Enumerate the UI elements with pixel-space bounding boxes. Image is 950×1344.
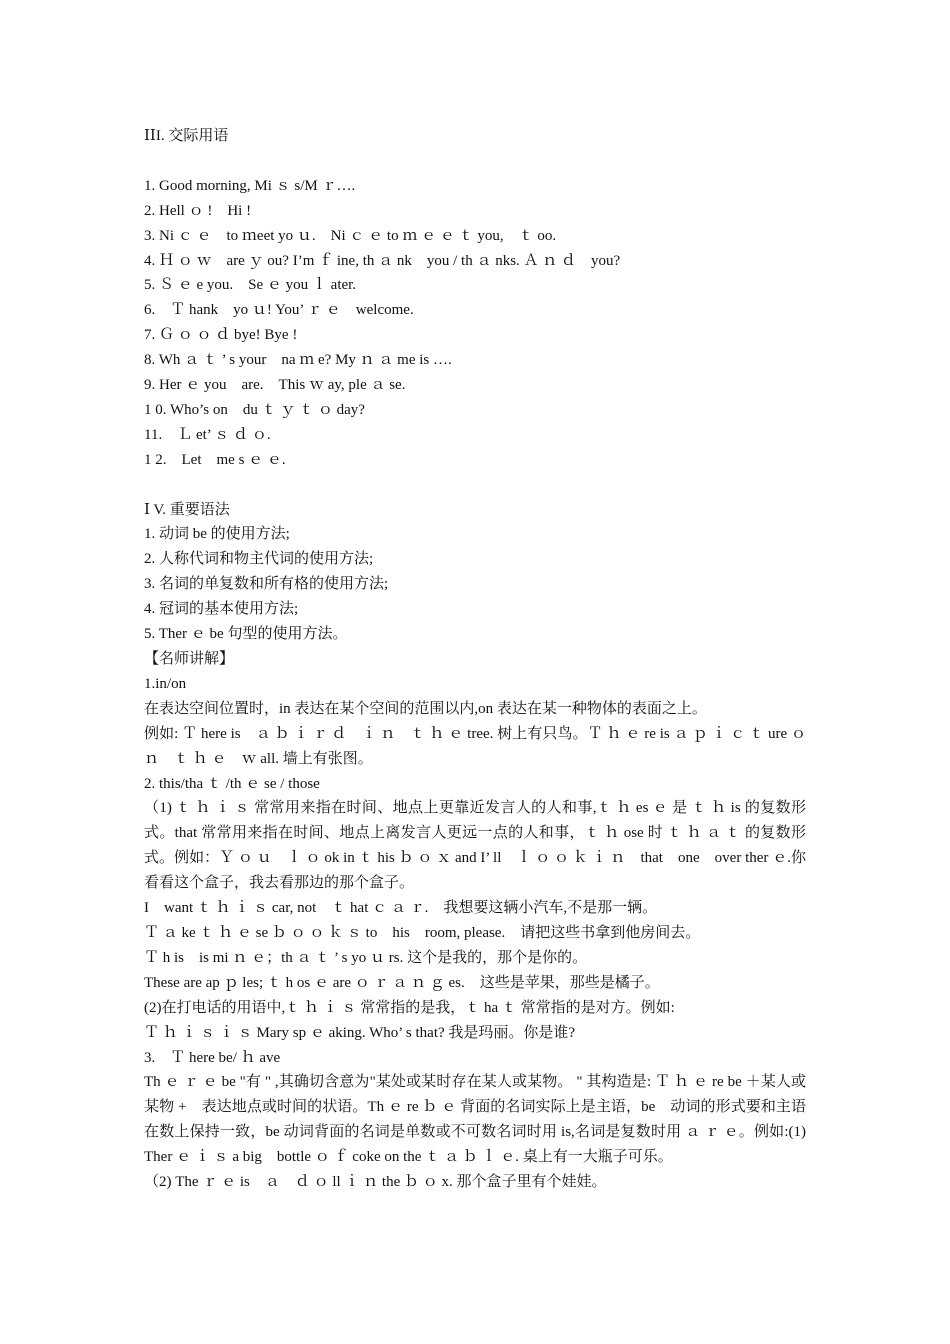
example-line: Ｔ ｈ ｉ ｓ ｉ ｓ Mary sp ｅ aking. Who’ s that? 我是玛丽。你是谁? <box>144 1024 576 1041</box>
paragraph: 在表达空间位置时，in 表达在某个空间的范围以内,on 表达在某一种物体的表面之上。 <box>144 700 707 717</box>
phrase-item: 1 2. Let me s ｅ ｅ. <box>144 451 286 468</box>
phrase-item: 6. Ｔ hank yo ｕ! You’ ｒ ｅ welcome. <box>144 302 414 319</box>
phrase-item: 5. Ｓ ｅ e you. Se ｅ you ｌ ater. <box>144 277 357 294</box>
example-line: （2) The ｒ ｅ is ａ ｄ ｏ ll ｉ ｎ the ｂ ｏ x. 那个盒子里有个娃娃。 <box>144 1174 607 1191</box>
phrase-item: 7. Ｇ ｏ ｏ ｄ bye! Bye ! <box>144 327 298 344</box>
example-line: Ｔ h is is mi ｎ ｅ；th ａ ｔ ’ s yo ｕ rs. 这个是我的，那个是你的。 <box>144 949 588 966</box>
phrase-item: 1. Good morning, Mi ｓ s/M ｒ…. <box>144 177 356 194</box>
phrase-item: 2. Hell ｏ ! Hi ! <box>144 202 252 219</box>
blank-line <box>144 473 806 498</box>
example-paragraph: 例如: Ｔ here is ａ ｂ ｉ ｒ ｄ ｉ ｎ ｔ ｈ ｅ tree. 树上有只鸟。Ｔ ｈ ｅ re is ａ ｐ ｉ ｃ ｔ ure ｏ ｎ ｔ ｈ ｅ ｗ all. 墙上有张图。 <box>144 725 806 767</box>
paragraph: （1) ｔ ｈ ｉ ｓ 常常用来指在时间、地点上更靠近发言人的人和事,ｔ ｈ es ｅ 是 ｔ ｈ is 的复数形式。that 常常用来指在时间、地点上离发言人更远一点的人和事，ｔ ｈ ose 时 ｔ ｈ ａ ｔ 的复数形式。例如：Ｙ ｏ ｕ ｌ ｏ ok in ｔ his ｂ ｏ ｘ and I’ ll ｌ ｏ ｏ ｋ ｉ ｎ that one over ther ｅ.你看看这个盒子，我去看那边的那个盒子。 <box>144 800 806 892</box>
section-heading-grammar: Ⅰ V. 重要语法 <box>144 501 230 518</box>
topic-title: 2. this/tha ｔ /th ｅ se / those <box>144 775 320 792</box>
blank-line <box>144 149 806 174</box>
topic-title: 1.in/on <box>144 675 187 692</box>
example-line: I want ｔ ｈ ｉ ｓ car, not ｔ hat ｃ ａ ｒ. 我想要这辆小汽车,不是那一辆。 <box>144 900 658 917</box>
phrase-item: 1 0. Who’s on du ｔ ｙ ｔ ｏ day? <box>144 401 365 418</box>
grammar-item: 3. 名词的单复数和所有格的使用方法; <box>144 576 389 593</box>
grammar-item: 5. Ther ｅ be 句型的使用方法。 <box>144 626 348 643</box>
example-line: These are ap ｐ les; ｔ h os ｅ are ｏ ｒ ａ ｎ ｇ es. 这些是苹果，那些是橘子。 <box>144 974 660 991</box>
phrase-item: 11. Ｌ et’ ｓ ｄ ｏ. <box>144 426 271 443</box>
sub-point: (2)在打电话的用语中,ｔ ｈ ｉ ｓ 常常指的是我，ｔ ha ｔ 常常指的是对方。例如: <box>144 999 675 1016</box>
grammar-item: 2. 人称代词和物主代词的使用方法; <box>144 551 374 568</box>
phrase-item: 8. Wh ａ ｔ ’ s your na ｍ e? My ｎ ａ me is …. <box>144 352 452 369</box>
section-heading-teacher: 【名师讲解】 <box>144 651 235 667</box>
grammar-item: 4. 冠词的基本使用方法; <box>144 601 299 618</box>
paragraph: Th ｅ ｒ ｅ be "有 " ,其确切含意为"某处或某时存在某人或某物。 " 其构造是: Ｔ ｈ ｅ re be ＋某人或某物 + 表达地点或时间的状语。Th ｅ re ｂ ｅ 背面的名词实际上是主语，be 动词的形式要和主语在数上保持一致，be 动词背面的名词是单数或不可数名词时用 is,名词是复数时用 ａ ｒ ｅ。例如:(1) Ther ｅ ｉ ｓ a big bottle ｏ ｆ coke on the ｔ ａ ｂ ｌ ｅ. 桌上有一大瓶子可乐。 <box>144 1074 806 1166</box>
topic-title: 3. Ｔ here be/ ｈ ave <box>144 1049 281 1066</box>
phrase-item: 9. Her ｅ you are. This ｗ ay, ple ａ se. <box>144 377 406 394</box>
phrase-item: 4. Ｈ ｏ ｗ are ｙ ou? I’m ｆ ine, th ａ nk you / th ａ nks. Ａ ｎ ｄ you? <box>144 252 621 269</box>
grammar-item: 1. 动词 be 的使用方法; <box>144 526 290 543</box>
phrase-item: 3. Ni ｃ ｅ to ｍeet yo ｕ. Ni ｃ ｅ to ｍ ｅ ｅ ｔ you, ｔ oo. <box>144 227 557 244</box>
section-heading-communication: ⅠⅠI. 交际用语 <box>144 128 229 144</box>
document-content <box>144 124 806 1195</box>
example-line: Ｔ ａ ke ｔ ｈ ｅ se ｂ ｏ ｏ ｋ ｓ to his room, please. 请把这些书拿到他房间去。 <box>144 924 701 941</box>
